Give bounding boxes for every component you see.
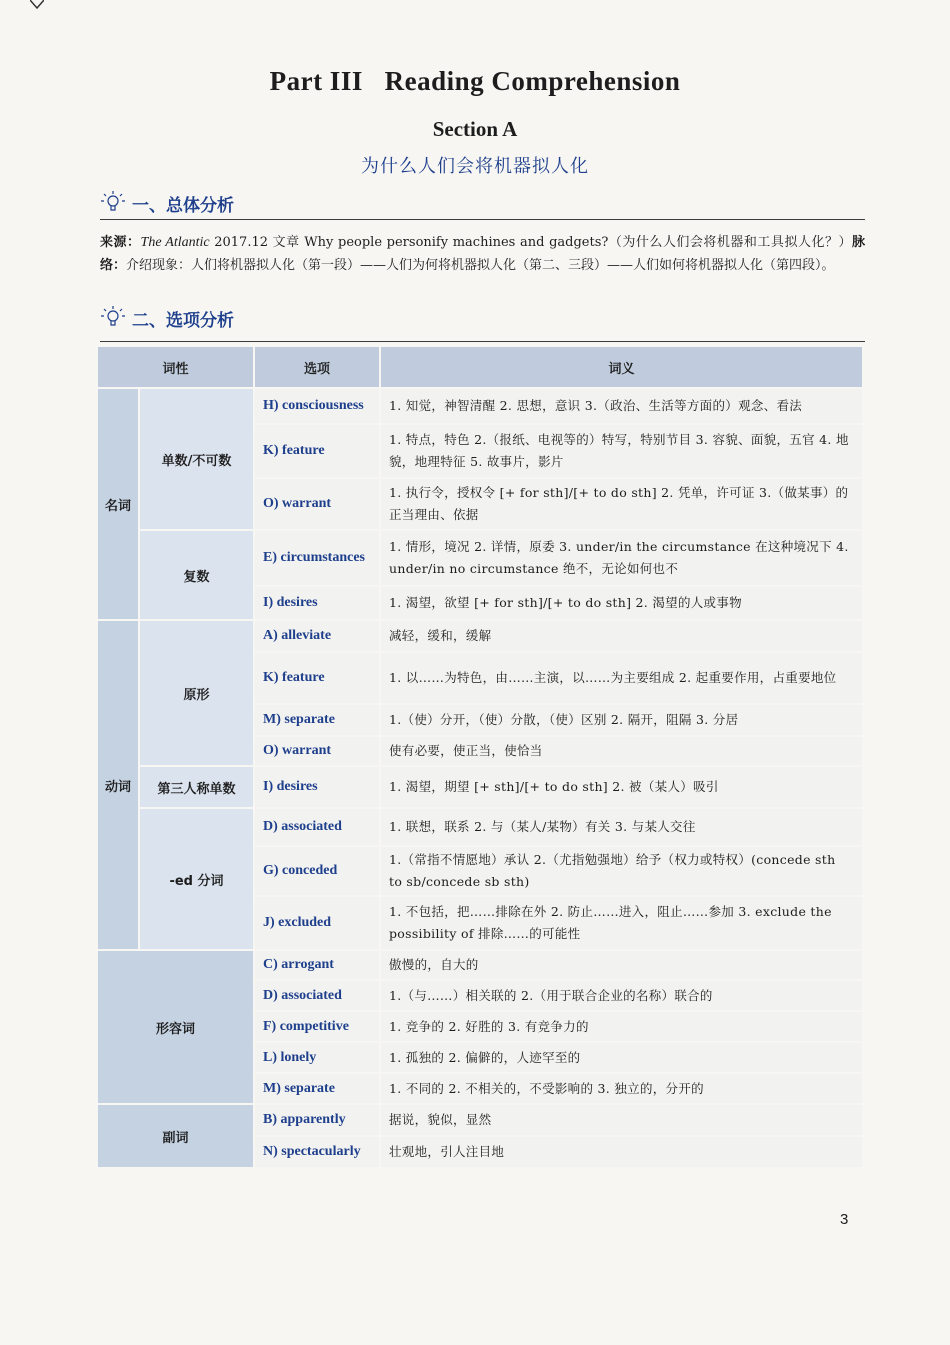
category-adverb: 副词 (98, 1105, 253, 1167)
lightbulb-icon (100, 305, 126, 331)
option: D) associated (255, 809, 379, 845)
meaning: 1. 特点，特色 2.（报纸、电视等的）特写，特别节目 3. 容貌、面貌，五官 4. 地貌，地理特征 5. 故事片，影片 (381, 425, 862, 477)
outline-text: 介绍现象：人们将机器拟人化（第一段）——人们为何将机器拟人化（第二、三段）——人们如何将机器拟人化（第四段）。 (126, 258, 835, 273)
meaning: 使有必要，使正当，使恰当 (381, 737, 862, 765)
divider (100, 219, 865, 220)
option: O) warrant (255, 737, 379, 765)
option: B) apparently (255, 1105, 379, 1135)
meaning: 1. 情形，境况 2. 详情，原委 3. under/in the circumstance 在这种境况下 4. under/in no circumstance 绝不，无论如何也不 (381, 531, 862, 585)
meaning: 1. 不同的 2. 不相关的，不受影响的 3. 独立的，分开的 (381, 1074, 862, 1103)
option: M) separate (255, 705, 379, 735)
header-meaning: 词义 (381, 347, 862, 387)
subtitle: 为什么人们会将机器拟人化 (361, 156, 589, 177)
header-pos: 词性 (98, 347, 253, 387)
meaning: 傲慢的，自大的 (381, 951, 862, 979)
meaning: 1.（使）分开，（使）分散，（使）区别 2. 隔开，阻隔 3. 分居 (381, 705, 862, 735)
category-verb: 动词 (98, 621, 138, 949)
meaning: 据说，貌似，显然 (381, 1105, 862, 1135)
corner-mark (30, 0, 44, 10)
meaning: 1. 不包括，把……排除在外 2. 防止……进入，阻止……参加 3. exclude the possibility of 排除……的可能性 (381, 897, 862, 949)
option: J) excluded (255, 897, 379, 949)
meaning: 1. 渴望，期望 [+ sth]/[+ to do sth] 2. 被（某人）吸引 (381, 767, 862, 807)
sub-third-person: 第三人称单数 (140, 767, 253, 807)
lightbulb-icon (100, 190, 126, 216)
divider (100, 341, 865, 342)
page-title: Part III Reading Comprehension (269, 66, 681, 96)
meaning: 1. 联想，联系 2. 与（某人/某物）有关 3. 与某人交往 (381, 809, 862, 845)
option: L) lonely (255, 1043, 379, 1072)
header-option: 选项 (255, 347, 379, 387)
option: A) alleviate (255, 621, 379, 651)
category-noun: 名词 (98, 389, 138, 619)
meaning: 壮观地，引人注目地 (381, 1137, 862, 1167)
sub-ed-participle: -ed 分词 (140, 809, 253, 949)
sub-singular: 单数/不可数 (140, 389, 253, 529)
option: F) competitive (255, 1012, 379, 1041)
option: G) conceded (255, 847, 379, 895)
option: D) associated (255, 981, 379, 1010)
meaning: 1.（与……）相关联的 2.（用于联合企业的名称）联合的 (381, 981, 862, 1010)
option: N) spectacularly (255, 1137, 379, 1167)
sub-plural: 复数 (140, 531, 253, 619)
heading-text: 一、总体分析 (132, 195, 234, 216)
heading-option-analysis (100, 303, 234, 333)
outline-label: 脉络： (100, 235, 865, 273)
option: I) desires (255, 587, 379, 619)
section-title: Section A (432, 117, 518, 141)
source-paragraph (100, 231, 865, 277)
option: K) feature (255, 425, 379, 477)
source-publication: The Atlantic (140, 235, 210, 250)
option: O) warrant (255, 479, 379, 529)
meaning: 1. 执行令，授权令 [+ for sth]/[+ to do sth] 2. 凭单，许可证 3.（做某事）的正当理由、依据 (381, 479, 862, 529)
meaning: 减轻，缓和，缓解 (381, 621, 862, 651)
heading-text: 二、选项分析 (132, 310, 234, 331)
meaning: 1. 渴望，欲望 [+ for sth]/[+ to do sth] 2. 渴望的人或事物 (381, 587, 862, 619)
option: E) circumstances (255, 531, 379, 585)
options-table (98, 347, 862, 1167)
meaning: 1. 以……为特色，由……主演，以……为主要组成 2. 起重要作用，占重要地位 (381, 653, 862, 703)
option: C) arrogant (255, 951, 379, 979)
option: K) feature (255, 653, 379, 703)
option: I) desires (255, 767, 379, 807)
option: M) separate (255, 1074, 379, 1103)
meaning: 1. 孤独的 2. 偏僻的，人迹罕至的 (381, 1043, 862, 1072)
source-text: 2017.12 文章 Why people personify machines and gadgets?（为什么人们会将机器和工具拟人化？） (209, 235, 852, 250)
option: H) consciousness (255, 389, 379, 423)
meaning: 1. 竞争的 2. 好胜的 3. 有竞争力的 (381, 1012, 862, 1041)
meaning: 1.（常指不情愿地）承认 2.（尤指勉强地）给予（权力或特权）(concede sth to sb/concede sb sth) (381, 847, 862, 895)
meaning: 1. 知觉，神智清醒 2. 思想，意识 3.（政治、生活等方面的）观念、看法 (381, 389, 862, 423)
source-label: 来源： (100, 235, 141, 250)
heading-overall-analysis (100, 188, 234, 218)
sub-base-form: 原形 (140, 621, 253, 765)
page-number: 3 (840, 1211, 849, 1228)
category-adjective: 形容词 (98, 951, 253, 1103)
